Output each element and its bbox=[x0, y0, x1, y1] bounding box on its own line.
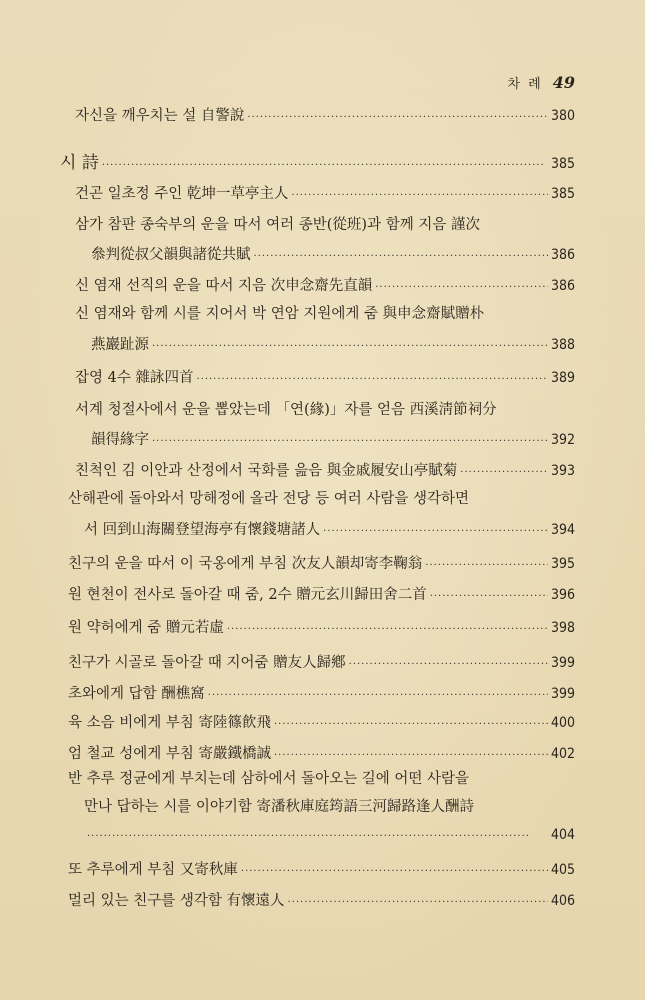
toc-entry bbox=[68, 487, 575, 540]
entry-title-continued: 만나 답하는 시를 이야기함 寄潘秋庫庭筠語三河歸路逢人酬詩 bbox=[84, 799, 475, 815]
entry-title: 멀리 있는 친구를 생각함 有懷遠人 bbox=[68, 893, 285, 909]
entry-title: 서계 청절사에서 운을 뽑았는데 「연(緣)」자를 얻음 西溪淸節祠分 bbox=[75, 402, 497, 418]
leader-dots bbox=[460, 467, 548, 478]
entry-page: 394 bbox=[550, 522, 575, 538]
leader-dots bbox=[291, 190, 548, 201]
entry-title: 친구가 시골로 돌아갈 때 지어줌 贈友人歸鄕 bbox=[68, 655, 346, 671]
entry-page: 389 bbox=[550, 370, 575, 386]
leader-dots bbox=[152, 341, 548, 352]
entry-title-continued: 叅判從叔父韻與諸從共賦 bbox=[91, 247, 251, 263]
toc-entry bbox=[75, 104, 575, 126]
entry-title: 산해관에 돌아와서 망해정에 올라 전당 등 여러 사람을 생각하면 bbox=[68, 491, 470, 507]
leader-dots bbox=[430, 591, 548, 602]
toc-entry bbox=[68, 682, 575, 704]
toc-entry bbox=[68, 583, 575, 605]
entry-title: 삼가 참판 종숙부의 운을 따서 여러 종반(從班)과 함께 지음 謹次 bbox=[75, 217, 480, 233]
leader-dots bbox=[425, 560, 548, 571]
leader-dots bbox=[247, 112, 548, 123]
entry-title: 신 염재와 함께 시를 지어서 박 연암 지원에게 줌 與申念齋賦贈朴 bbox=[75, 306, 485, 322]
leader-dots bbox=[274, 719, 548, 730]
leader-dots bbox=[196, 374, 547, 385]
entry-title: 친척인 김 이안과 산정에서 국화를 읊음 與金戚履安山亭賦菊 bbox=[75, 463, 458, 479]
entry-page: 386 bbox=[550, 278, 575, 294]
entry-title: 건곤 일초정 주인 乾坤一草亭主人 bbox=[75, 186, 289, 202]
toc-entry bbox=[68, 889, 575, 911]
toc-entry bbox=[75, 398, 575, 450]
entry-page: 404 bbox=[550, 827, 575, 843]
leader-dots bbox=[349, 659, 548, 670]
leader-dots bbox=[254, 251, 548, 262]
entry-title: 원 현천이 전사로 돌아갈 때 줌, 2수 贈元玄川歸田舍二首 bbox=[68, 587, 427, 603]
entry-title: 또 추루에게 부침 又寄秋庫 bbox=[68, 862, 238, 878]
toc-entry bbox=[68, 742, 575, 764]
entry-page: 385 bbox=[550, 156, 575, 172]
header-page-number: 49 bbox=[552, 73, 575, 92]
leader-dots bbox=[323, 526, 548, 537]
leader-dots bbox=[288, 897, 548, 908]
section-title: 시 詩 bbox=[60, 153, 99, 173]
entry-title: 자신을 깨우치는 설 自警說 bbox=[75, 108, 245, 124]
entry-page: 405 bbox=[550, 862, 575, 878]
entry-page: 400 bbox=[550, 715, 575, 731]
entry-page: 385 bbox=[550, 186, 575, 202]
entry-title: 원 약허에게 줌 贈元若虛 bbox=[68, 620, 224, 636]
leader-dots bbox=[152, 436, 548, 447]
entry-title-continued: 韻得緣字 bbox=[91, 432, 149, 448]
toc-entry bbox=[75, 274, 575, 296]
entry-title: 신 염재 선직의 운을 따서 지음 次申念齋先直韻 bbox=[75, 278, 373, 294]
toc-entry bbox=[75, 302, 575, 355]
entry-title: 반 추루 정균에게 부치는데 삼하에서 돌아오는 길에 어떤 사람을 bbox=[68, 771, 470, 787]
entry-page: 406 bbox=[550, 893, 575, 909]
toc-entry bbox=[68, 711, 575, 733]
entry-page: 388 bbox=[550, 337, 575, 353]
header-label: 차 례 bbox=[507, 77, 543, 92]
leader-dots bbox=[102, 160, 548, 171]
entry-page: 398 bbox=[550, 620, 575, 636]
toc-entry bbox=[68, 616, 575, 638]
entry-page: 399 bbox=[550, 655, 575, 671]
toc-entry bbox=[68, 858, 575, 880]
entry-page: 392 bbox=[550, 432, 575, 448]
toc-entry bbox=[68, 651, 575, 673]
leader-dots bbox=[241, 866, 548, 877]
leader-dots bbox=[375, 282, 548, 293]
entry-title: 육 소음 비에게 부침 寄陸篠飮飛 bbox=[68, 715, 271, 731]
entry-title-continued: 燕巖趾源 bbox=[91, 337, 149, 353]
entry-page: 393 bbox=[550, 463, 575, 479]
toc-section bbox=[60, 148, 575, 173]
entry-title: 친구의 운을 따서 이 국옹에게 부침 次友人韻却寄李鞠翁 bbox=[68, 556, 423, 572]
toc-entry bbox=[75, 213, 575, 265]
entry-title: 엄 철교 성에게 부침 寄嚴鐵橋誠 bbox=[68, 746, 271, 762]
entry-title-continued: 서 回到山海關登望海亭有懷錢塘諸人 bbox=[84, 522, 321, 538]
leader-dots bbox=[227, 624, 548, 635]
toc-entry bbox=[75, 366, 575, 388]
toc-entry bbox=[68, 552, 575, 574]
entry-title: 잡영 4수 雜詠四首 bbox=[75, 370, 194, 386]
toc-entry bbox=[68, 767, 575, 849]
entry-page: 386 bbox=[550, 247, 575, 263]
toc-entry bbox=[75, 182, 575, 204]
entry-page: 399 bbox=[550, 686, 575, 702]
entry-page: 395 bbox=[550, 556, 575, 572]
entry-title: 초와에게 답함 酬樵窩 bbox=[68, 686, 205, 702]
page-header bbox=[507, 73, 575, 92]
leader-dots bbox=[87, 831, 548, 842]
entry-page: 402 bbox=[550, 746, 575, 762]
leader-dots bbox=[274, 750, 548, 761]
toc-entry bbox=[75, 459, 575, 481]
entry-page: 396 bbox=[550, 587, 575, 603]
leader-dots bbox=[208, 690, 548, 701]
entry-page: 380 bbox=[550, 108, 575, 124]
